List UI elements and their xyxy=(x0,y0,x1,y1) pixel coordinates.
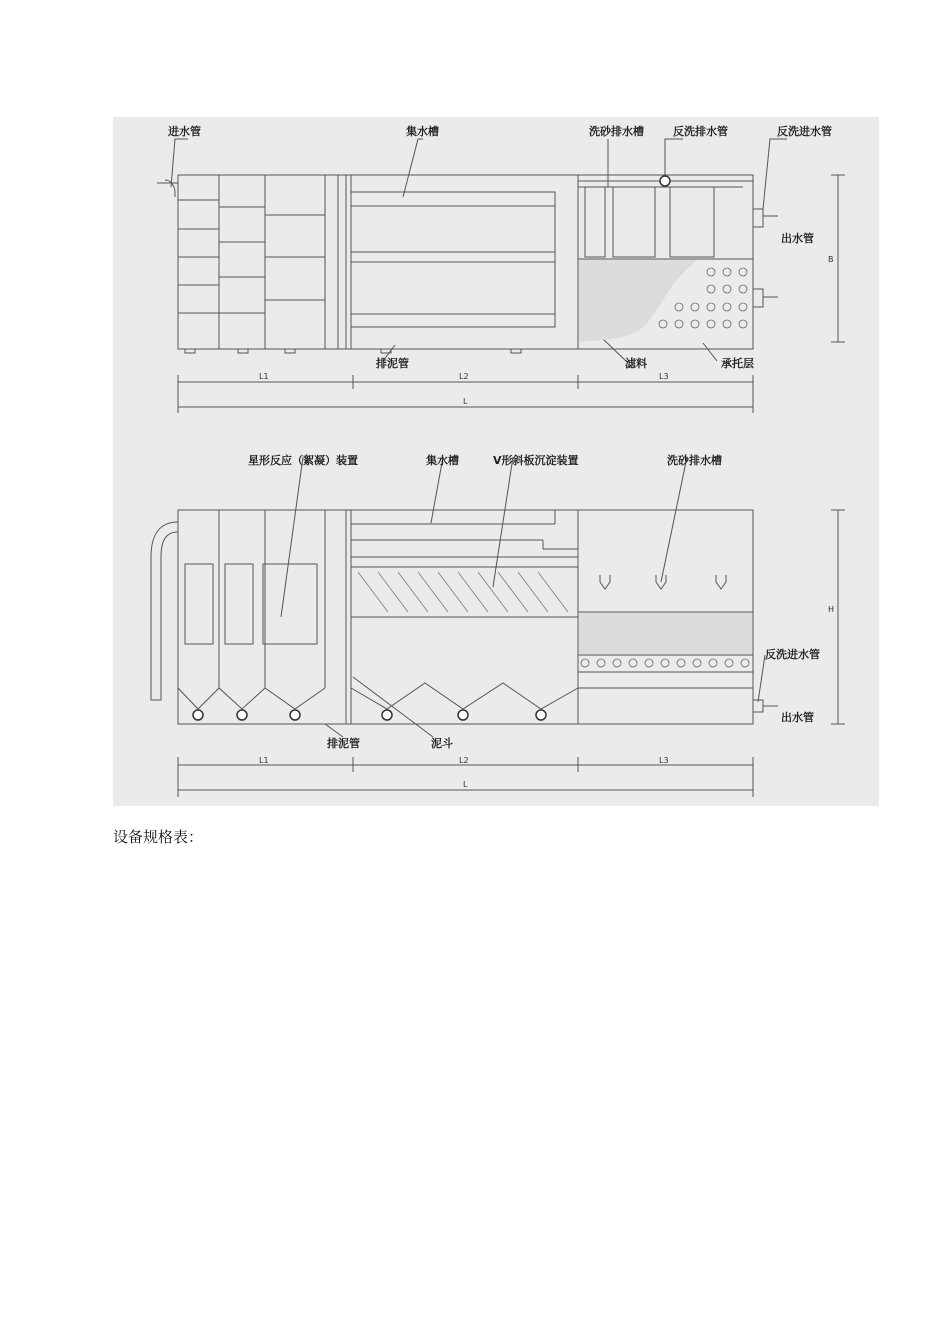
label-outlet-pipe: 出水管 xyxy=(781,232,814,245)
dim-l2-elev: L2 xyxy=(459,756,469,765)
label-outlet-pipe-elev: 出水管 xyxy=(781,711,814,724)
leader-inlet xyxy=(171,139,188,187)
label-v-plate-settler: V形斜板沉淀装置 xyxy=(493,454,579,467)
leader-backwash-drain xyxy=(665,139,683,177)
dim-l1-elev: L1 xyxy=(259,756,269,765)
inclined-plates xyxy=(358,572,568,612)
leader-sand-wash-elev xyxy=(661,457,687,582)
label-collection-trough: 集水槽 xyxy=(406,125,439,138)
label-sand-wash-drain-trough: 洗砂排水槽 xyxy=(589,125,644,138)
filter-media-fill xyxy=(579,260,752,654)
plan-view xyxy=(157,139,787,361)
label-sand-wash-drain-trough-elev: 洗砂排水槽 xyxy=(667,454,722,467)
dim-l2: L2 xyxy=(459,372,469,381)
dim-l: L xyxy=(463,397,468,406)
leader-media xyxy=(603,339,626,361)
leader-backwash-inlet xyxy=(763,139,787,209)
dim-l1: L1 xyxy=(259,372,269,381)
leader-backwash-inlet-elev xyxy=(758,655,765,702)
label-star-reaction-device: 星形反应（絮凝）装置 xyxy=(248,454,358,467)
label-filter-media: 滤料 xyxy=(625,357,647,370)
dim-h: H xyxy=(828,605,835,614)
equipment-drawing xyxy=(113,117,879,806)
dim-l-elev: L xyxy=(463,780,468,789)
label-inlet-pipe: 进水管 xyxy=(168,125,201,138)
dim-b: B xyxy=(828,255,834,264)
label-backwash-inlet-pipe: 反洗进水管 xyxy=(777,125,832,138)
label-sludge-hopper: 泥斗 xyxy=(431,737,453,750)
label-collection-trough-elev: 集水槽 xyxy=(426,454,459,467)
leader-sludge-elev xyxy=(325,724,343,737)
drawing-svg xyxy=(113,117,879,806)
leader-trough xyxy=(403,139,423,197)
label-backwash-inlet-pipe-elev: 反洗进水管 xyxy=(765,648,820,661)
backwash-valve-icon xyxy=(660,176,670,186)
leader-star-device xyxy=(281,457,303,617)
dim-l3-elev: L3 xyxy=(659,756,669,765)
label-sludge-pipe: 排泥管 xyxy=(376,357,409,370)
sludge-valves xyxy=(193,710,546,720)
plan-dimensions xyxy=(178,175,845,413)
label-support-layer: 承托层 xyxy=(721,357,754,370)
label-sludge-pipe-elev: 排泥管 xyxy=(327,737,360,750)
elevation-view xyxy=(151,457,778,737)
dim-l3: L3 xyxy=(659,372,669,381)
leader-support xyxy=(703,343,717,361)
caption-spec-table: 设备规格表： xyxy=(113,828,204,846)
label-backwash-drain-pipe: 反洗排水管 xyxy=(673,125,728,138)
